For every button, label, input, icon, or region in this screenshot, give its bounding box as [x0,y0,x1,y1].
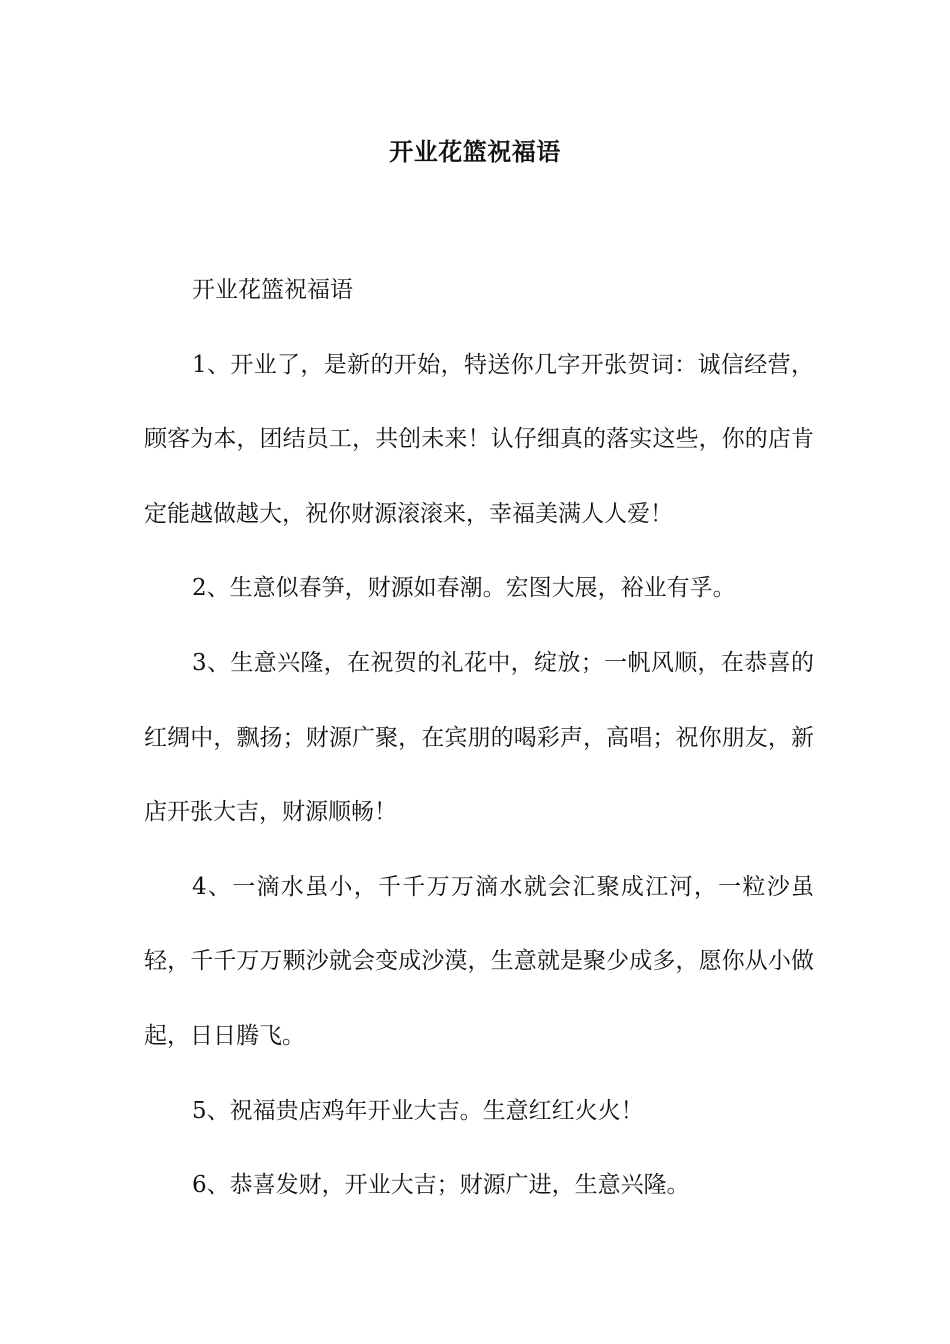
document-title: 开业花篮祝福语 [389,137,561,166]
paragraph-6: 6、恭喜发财，开业大吉；财源广进，生意兴隆。 [192,1172,690,1199]
paragraph-1: 1、开业了，是新的开始，特送你几字开张贺词：诚信经营，顾客为本，团结员工，共创未来！认仔细真的落实这些，你的店肯定能越做越大，祝你财源滚滚来，幸福美满人人爱！ [144,351,814,527]
section-heading: 开业花篮祝福语 [192,277,353,303]
paragraph-3: 3、生意兴隆，在祝贺的礼花中，绽放；一帆风顺，在恭喜的红绸中，飘扬；财源广聚，在宾朋的喝彩声，高唱；祝你朋友，新店开张大吉，财源顺畅！ [144,649,814,826]
paragraph-2: 2、生意似春笋，财源如春潮。宏图大展，裕业有孚。 [192,575,736,602]
paragraph-5: 5、祝福贵店鸡年开业大吉。生意红红火火！ [192,1097,644,1124]
document-body [144,253,814,1223]
paragraph-4: 4、一滴水虽小，千千万万滴水就会汇聚成江河，一粒沙虽轻，千千万万颗沙就会变成沙漠，生意就是聚少成多，愿你从小做起，日日腾飞。 [144,873,814,1049]
